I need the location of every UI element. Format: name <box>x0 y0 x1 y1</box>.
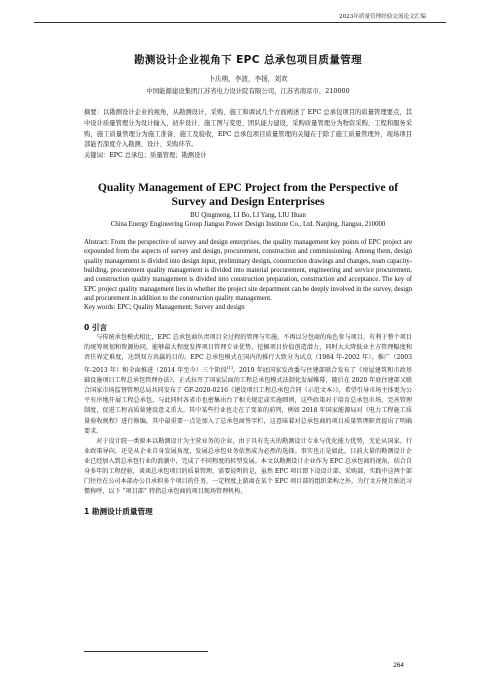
en-title: Quality Management of EPC Project from the Perspective of Survey and Design Enterprises <box>97 180 399 208</box>
cn-affiliation: 中国能源建设集团江苏省电力设计院有限公司，江苏省南京市，210000 <box>146 87 350 95</box>
intro-paragraph-1-text-a: 与传统承包模式相比，EPC 总承包商负责项目全过程的管理与实施，不再以分包商的角色参与项目，有利于整个项目的统筹规划和资源协同，能够最大程度发挥项目管理专业优势，挖掘项目价值创造潜力，同时大大降低业主方管理幅度和责任界定难度，达到双方共赢的目的。EPC 总承包模式在国内的推行大致分为试点（1984 年-2002 年）、推广（2003 年-2013 年）和全面推进（2014 年至今）三个阶段 <box>84 333 412 375</box>
intro-paragraph-1-text-b: 。2019 年底国家发改委与住建部联合发布了《房屋建筑和市政基础设施项目工程总承包管理办法》，正式拉开了国家层面的工程总承包模式法制化发展帷幕，随后在 2020 年底住建部又联合国家市场监督管理总局共同发布了 GF-2020-0216《建设项目工程总承包合同（示范文本）》，希望引导市场主体更为公平有序地开展工程总承包，与此同时各省市也密集出台了相关规定或实施细则，这些政策对于培育总承包市场，完善管理制度，促进工程高质量建设意义重大。其中某些行业也走在了变革的前列，例如 2018 年国家能源局对《电力工程施工质量验收规程》进行修编，其中最重要一点是加入了总承包商签字栏，这意味着对总承包商的项目质量管理职责提出了明确要求。 <box>84 367 412 435</box>
running-header: 2023年质量管理经验交流论文汇编 <box>339 14 426 20</box>
en-authors: BU Qingmeng, LI Bo, LI Yang, LIU Huan <box>190 211 306 219</box>
citation-marker: [1] <box>226 365 233 371</box>
section-heading-introduction: 0 引言 <box>84 322 108 332</box>
en-abstract: Abstract: From the perspective of survey and design enterprises, the quality management key points of EPC project are expounded from the aspects of survey and design, procurement, construction and commissioning. Among them, design quality management is divided into design input, preliminary design, construction drawings and changes, team capacity-building, procurement quality management is divided into material procurement, engineering and service procurement, and construction quality management is divided into construction preparation, construction and acceptance. The key of EPC project quality management lies in whether the project site department can be deeply involved in the survey, design and procurement in addition to the construction quality management. <box>84 238 412 303</box>
intro-paragraph-1 <box>84 333 412 437</box>
cn-title: 勘测设计企业视角下 EPC 总承包项目质量管理 <box>133 54 363 66</box>
en-affiliation: China Energy Engineering Group Jiangsu Power Design Institute Co., Ltd. Nanjing, Jiangsu, 210000 <box>110 220 386 228</box>
page-number: 264 <box>393 662 404 669</box>
header-rule <box>34 22 446 23</box>
cn-authors: 卜庆萌，李波，李扬，刘欢 <box>208 75 288 83</box>
paper-content <box>84 52 412 517</box>
footnote-rule <box>84 651 208 652</box>
section-heading-survey-design: 1 勘测设计质量管理 <box>84 507 153 517</box>
cn-keywords: 关键词：EPC 总承包；质量管理；勘测设计 <box>84 152 207 160</box>
cn-abstract: 摘要：以勘测设计企业的视角，从勘测设计、采购、施工和调试几个方面阐述了 EPC 总承包项目的质量管理要点，其中设计质量管理分为设计输入、初步设计、施工图与变更、团队能力建设，采购质量管理分为物资采购、工程和服务采购，施工质量管理分为施工准备、施工及验收，EPC 总承包项目质量管理的关键在于除了施工质量管理外，现场项目部能否深度介入勘测、设计、采购环节。 <box>84 109 412 149</box>
intro-paragraph-2: 对于设计院一类原本以勘测设计为主营业务的企业，由于具有先天的勘测设计专业与优化能力优势，无论从国家、行业政策导向，还是从企业自身发展角度，发展总承包业务依然成为必然的选择。事实也正是如此，目前大量的勘测设计企业已经加入到总承包行业的浪潮中，完成了不同程度的转型发展。本文以勘测设计企业作为 EPC 总承包商的视角，结合自身多年的工程经验，谈谈总承包项目的质量管理，需要说明的是，虽然 EPC 项目即下设设计部、采购部，实践中这两个部门往往在公司本部办公且承担多个项目的任务，一定程度上游离在某个 EPC 项目部的组织架构之外，为行文方便且贴近习惯称呼，以下 “项目部” 特指总承包商的项目现场管理机构。 <box>84 437 412 496</box>
en-keywords: Key words: EPC; Quality Management; Survey and design <box>84 304 245 312</box>
